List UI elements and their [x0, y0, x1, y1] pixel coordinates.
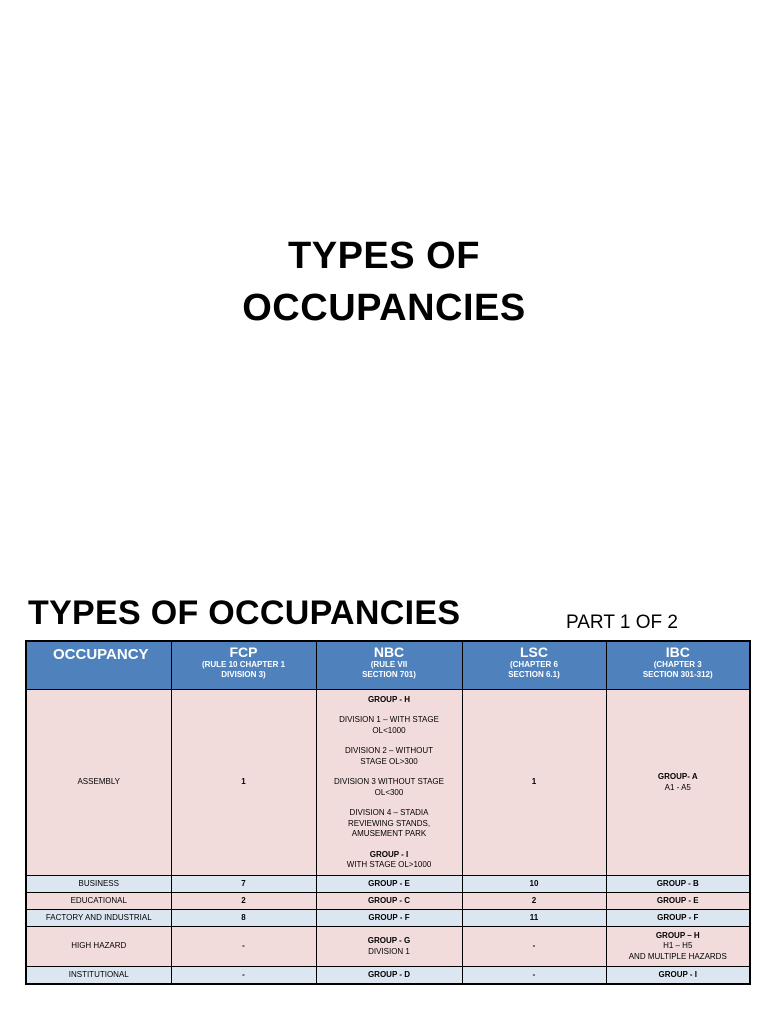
- slide-1-title: [0, 230, 768, 334]
- lsc-value: 1: [462, 690, 606, 876]
- ibc-value: GROUP - I: [606, 967, 750, 984]
- lsc-value: -: [462, 967, 606, 984]
- fcp-value: 2: [171, 893, 316, 910]
- slide-2-title: TYPES OF OCCUPANCIES: [28, 594, 461, 632]
- lsc-value: 11: [462, 910, 606, 927]
- fcp-value: -: [171, 967, 316, 984]
- nbc-value: GROUP - F: [316, 910, 462, 927]
- slide-1-title-line-2: OCCUPANCIES: [242, 287, 526, 329]
- nbc-value: GROUP - E: [316, 876, 462, 893]
- table-row-high-hazard: [26, 927, 750, 967]
- header-nbc: NBC (RULE VII SECTION 701): [316, 641, 462, 690]
- lsc-value: 10: [462, 876, 606, 893]
- header-fcp: FCP (RULE 10 CHAPTER 1 DIVISION 3): [171, 641, 316, 690]
- ibc-value: GROUP – H H1 – H5 AND MULTIPLE HAZARDS: [606, 927, 750, 967]
- occupancy-table: [25, 640, 751, 985]
- header-ibc: IBC (CHAPTER 3 SECTION 301-312): [606, 641, 750, 690]
- lsc-value: 2: [462, 893, 606, 910]
- table-row-business: [26, 876, 750, 893]
- header-lsc: LSC (CHAPTER 6 SECTION 6.1): [462, 641, 606, 690]
- occupancy-name: EDUCATIONAL: [26, 893, 171, 910]
- slide-1-title-line-1: TYPES OF: [288, 235, 480, 277]
- part-label: PART 1 OF 2: [566, 612, 678, 633]
- occupancy-name: FACTORY AND INDUSTRIAL: [26, 910, 171, 927]
- nbc-value: GROUP - D: [316, 967, 462, 984]
- header-occupancy: OCCUPANCY: [26, 641, 171, 690]
- nbc-value: GROUP - G DIVISION 1: [316, 927, 462, 967]
- ibc-value: GROUP - E: [606, 893, 750, 910]
- table-row-educational: [26, 893, 750, 910]
- fcp-value: 1: [171, 690, 316, 876]
- ibc-value: GROUP - B: [606, 876, 750, 893]
- occupancy-name: HIGH HAZARD: [26, 927, 171, 967]
- occupancy-name: INSTITUTIONAL: [26, 967, 171, 984]
- fcp-value: 8: [171, 910, 316, 927]
- table-header-row: [26, 641, 750, 690]
- occupancy-name: ASSEMBLY: [26, 690, 171, 876]
- ibc-value: GROUP- A A1 - A5: [606, 690, 750, 876]
- fcp-value: -: [171, 927, 316, 967]
- table-row-institutional: [26, 967, 750, 984]
- nbc-value: GROUP - C: [316, 893, 462, 910]
- table-row-factory: [26, 910, 750, 927]
- nbc-value: GROUP - H DIVISION 1 – WITH STAGE OL<1000 DIVISION 2 – WITHOUT STAGE OL>300 DIVISION 3 WITHOUT STAGE OL<300 DIVISION 4 – STADIA REVIEWING STANDS, AMUSEMENT PARK GROUP - I WITH STAGE OL>1000: [316, 690, 462, 876]
- fcp-value: 7: [171, 876, 316, 893]
- table-row-assembly: [26, 690, 750, 876]
- lsc-value: -: [462, 927, 606, 967]
- occupancy-name: BUSINESS: [26, 876, 171, 893]
- ibc-value: GROUP - F: [606, 910, 750, 927]
